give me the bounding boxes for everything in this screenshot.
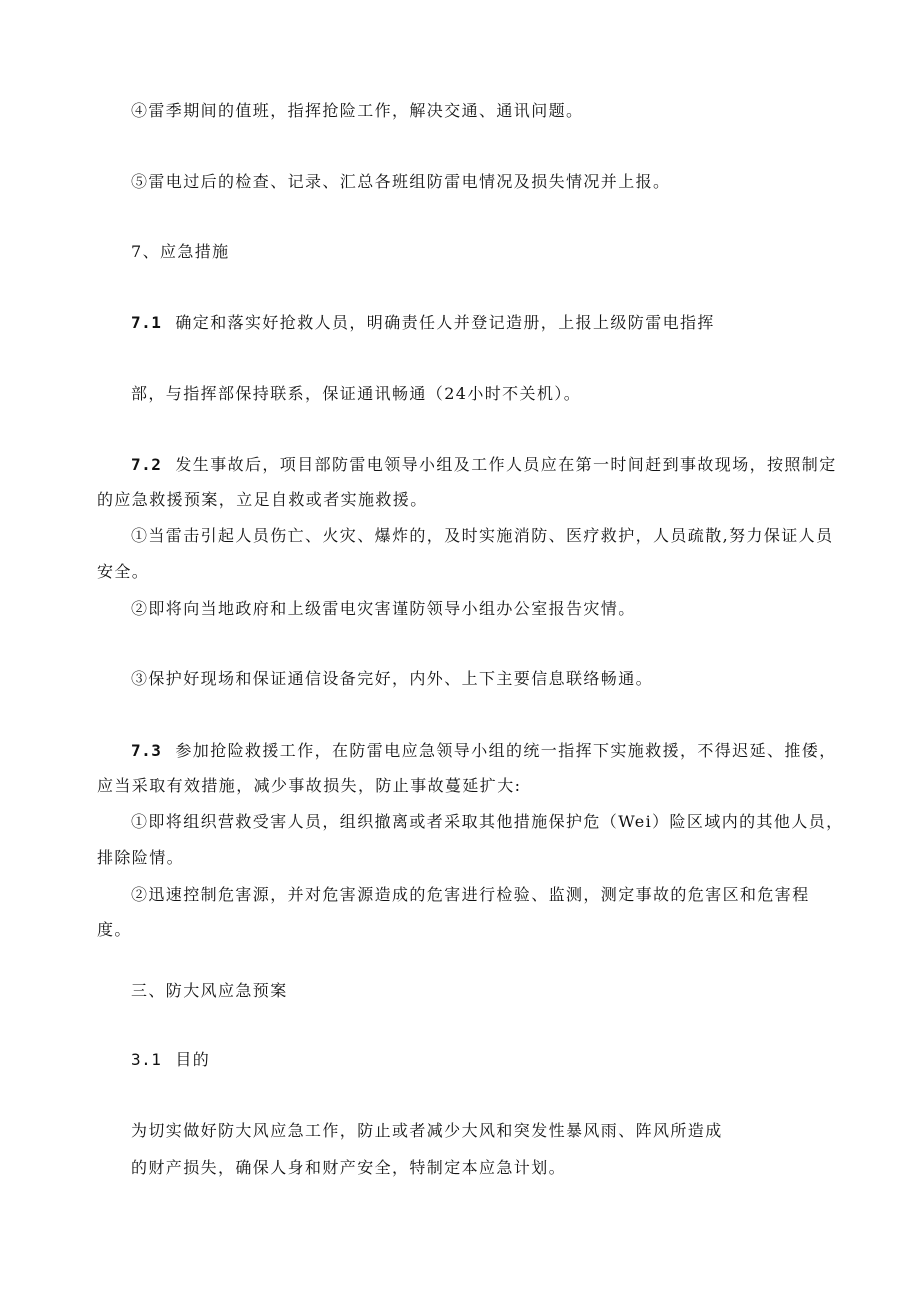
section-7-2-item-1-line-1: ①当雷击引起人员伤亡、火灾、爆炸的，及时实施消防、医疗救护，人员疏散,努力保证人员 [131, 526, 834, 545]
section-7-2-item-2: ②即将向当地政府和上级雷电灾害谨防领导小组办公室报告灾情。 [131, 599, 636, 618]
section-7-3-item-2-line-1: ②迅速控制危害源，并对危害源造成的危害进行检验、监测，测定事故的危害区和危害程 [131, 885, 810, 904]
section-3-1-line-2: 的财产损失，确保人身和财产安全，特制定本应急计划。 [131, 1158, 567, 1177]
section-7-1-line-1 [131, 312, 715, 334]
section-7-3-item-1-line-2: 排除险情。 [97, 848, 185, 867]
section-3-1-number: 3.1 [131, 1050, 162, 1069]
section-7-3-line-2: 应当采取有效措施，减少事故损失，防止事故蔓延扩大: [97, 776, 522, 795]
section-7-heading: 7、应急措施 [131, 242, 230, 261]
section-7-3-item-1-line-1: ①即将组织营救受害人员，组织撤离或者采取其他措施保护危（Wei）险区域内的其他人员， [131, 812, 844, 831]
section-7-2-number: 7.2 [131, 455, 162, 474]
section-7-2-item-3: ③保护好现场和保证通信设备完好，内外、上下主要信息联络畅通。 [131, 669, 654, 688]
section-3-1-line-1: 为切实做好防大风应急工作，防止或者减少大风和突发性暴风雨、阵风所造成 [131, 1121, 723, 1140]
section-3-1-title: 目的 [175, 1050, 211, 1069]
section-7-3-line-1 [131, 740, 837, 762]
part-3-heading: 三、防大风应急预案 [131, 981, 288, 1000]
section-7-2-item-1-line-2: 安全。 [97, 562, 150, 581]
section-7-2-text: 发生事故后，项目部防雷电领导小组及工作人员应在第一时间赶到事故现场，按照制定 [175, 455, 837, 474]
section-3-1-heading [131, 1049, 210, 1071]
section-7-1-number: 7.1 [131, 313, 162, 332]
section-7-3-number: 7.3 [131, 741, 162, 760]
item-4-text: ④雷季期间的值班，指挥抢险工作，解决交通、通讯问题。 [131, 101, 584, 120]
section-7-2-line-1 [131, 454, 837, 476]
section-7-3-item-2-line-2: 度。 [97, 920, 132, 939]
section-7-1-text: 确定和落实好抢救人员，明确责任人并登记造册，上报上级防雷电指挥 [175, 313, 715, 332]
section-7-2-line-2: 的应急救援预案，立足自救或者实施救援。 [97, 490, 428, 509]
item-5-text: ⑤雷电过后的检查、记录、汇总各班组防雷电情况及损失情况并上报。 [131, 172, 671, 191]
section-7-1-line-2: 部，与指挥部保持联系，保证通讯畅通（24小时不关机）。 [131, 384, 582, 403]
section-7-3-text: 参加抢险救援工作，在防雷电应急领导小组的统一指挥下实施救援，不得迟延、推倭， [175, 741, 837, 760]
